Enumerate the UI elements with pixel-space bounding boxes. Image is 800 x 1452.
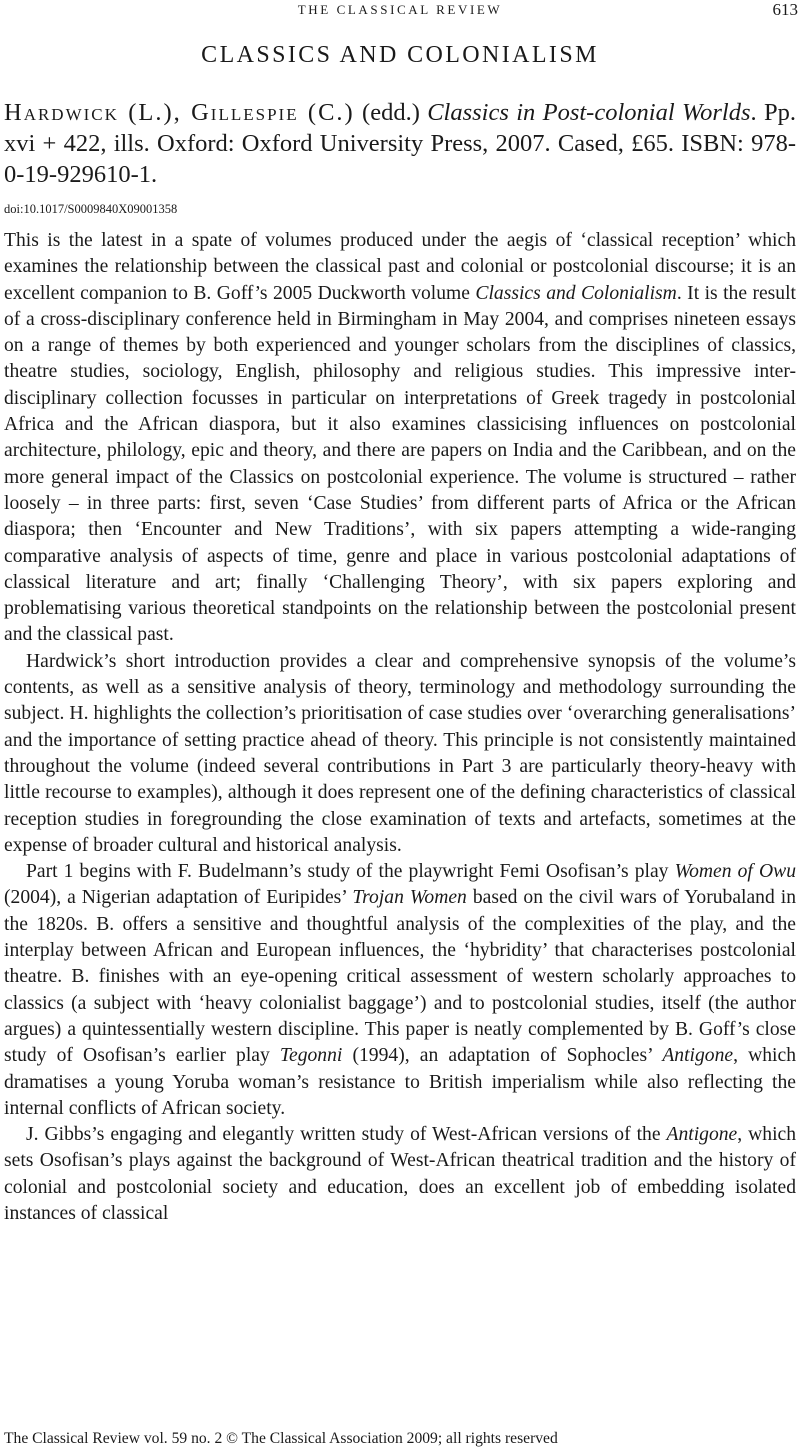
text-run: Part 1 begins with F. Budelmann’s study of the playwright Femi Osofisan’s play xyxy=(26,861,675,883)
page-header xyxy=(0,0,800,24)
text-run: , which sets Osofisan’s plays against the background of West-African theatrical tradition and the history of colonial and postcolonial society and education, does an excellent job of embedding isolated instances of classical xyxy=(4,1124,797,1224)
text-run: (1994), an adaptation of Sophocles’ xyxy=(342,1045,663,1067)
paragraph-2: Hardwick’s short introduction provides a clear and comprehensive synopsis of the volume’s contents, as well as a sensitive analysis of theory, terminology and methodology surrounding the subject. H. highlights the collection’s prioritisation of case studies over ‘overarching generalisations’ and the importance of setting practice ahead of theory. This principle is not consistently maintained throughout the volume (indeed several contributions in Part 3 are particularly theory-heavy with little recourse to examples), although it does represent one of the defining characteristics of classical reception studies in foregrounding the close examination of texts and artefacts, sometimes at the expense of broader cultural and historical analysis. xyxy=(4,650,796,856)
bibliographic-entry xyxy=(4,97,796,190)
italic-title: Tegonni xyxy=(279,1045,343,1067)
italic-title: Trojan Women xyxy=(352,887,467,909)
page-number: 613 xyxy=(772,0,798,19)
text-run: . It is the result of a cross-disciplinary conference held in Birmingham in May 2004, and comprises nineteen essays on a range of themes by both experienced and younger scholars from the disciplines of classics, theatre studies, sociology, English, philosophy and religious studies. This impressive inter-disciplinary collection focusses in particular on interpretations of Greek tragedy in postcolonial Africa and the African diaspora, but it also examines classicising influences on postcolonial architecture, philology, epic and theory, and there are papers on India and the Caribbean, and on the more general impact of the Classics on postcolonial experience. The volume is structured – rather loosely – in three parts: first, seven ‘Case Studies’ from different parts of Africa or the African diaspora; then ‘Encounter and New Traditions’, with six papers attempting a wide-ranging comparative analysis of aspects of time, genre and place in various postcolonial adaptations of classical literature and art; finally ‘Challenging Theory’, with six papers exploring and problematising various theoretical standpoints on the relationship between the postcolonial present and the classical past. xyxy=(4,282,796,646)
italic-title: Antigone xyxy=(662,1045,734,1067)
editors-marker: (edd.) xyxy=(354,99,428,126)
text-run: , which dramatises a young Yoruba woman’s resistance to British imperialism while also reflecting the internal conflicts of African society. xyxy=(4,1045,796,1119)
text-run: J. Gibbs’s engaging and elegantly written study of West-African versions of the xyxy=(26,1124,667,1146)
running-head: THE CLASSICAL REVIEW xyxy=(297,2,503,17)
review-body xyxy=(4,228,796,1227)
paragraph-3 xyxy=(4,859,796,1122)
section-title: CLASSICS AND COLONIALISM xyxy=(201,42,599,68)
text-run: (2004), a Nigerian adaptation of Euripides’ xyxy=(4,887,353,909)
doi-link[interactable]: doi:10.1017/S0009840X09001358 xyxy=(4,202,178,216)
copyright-footer: The Classical Review vol. 59 no. 2 © The Classical Association 2009; all rights reserved xyxy=(4,1430,558,1447)
book-details: . Pp. xvi + 422, ills. Oxford: Oxford University Press, 2007. Cased, £65. ISBN: 978-0-19-929610-1. xyxy=(4,99,796,188)
italic-title: Women of Owu xyxy=(674,861,796,883)
text-run: This is the latest in a spate of volumes produced under the aegis of ‘classical reception’ which examines the relationship between the classical past and colonial or postcolonial discourse; it is an excellent companion to B. Goff’s 2005 Duckworth volume xyxy=(4,230,796,304)
italic-title: Classics and Colonialism xyxy=(475,282,677,304)
book-title: Classics in Post-colonial Worlds xyxy=(427,99,751,126)
paragraph-1 xyxy=(4,228,796,649)
text-run: based on the civil wars of Yorubaland in the 1820s. B. offers a sensitive and thoughtful analysis of the complexities of the play, and the interplay between African and European influences, the ‘hybridity’ that characterises postcolonial theatre. B. finishes with an eye-opening critical assessment of western scholarly approaches to classics (a subject with ‘heavy colonialist baggage’) and to postcolonial studies, itself (the author argues) a quintessentially western discipline. This paper is neatly complemented by B. Goff’s close study of Osofisan’s earlier play xyxy=(4,887,796,1067)
book-editors: Hardwick (L.), Gillespie (C.) xyxy=(4,99,355,126)
paragraph-4 xyxy=(4,1122,796,1227)
italic-title: Antigone xyxy=(666,1124,738,1146)
